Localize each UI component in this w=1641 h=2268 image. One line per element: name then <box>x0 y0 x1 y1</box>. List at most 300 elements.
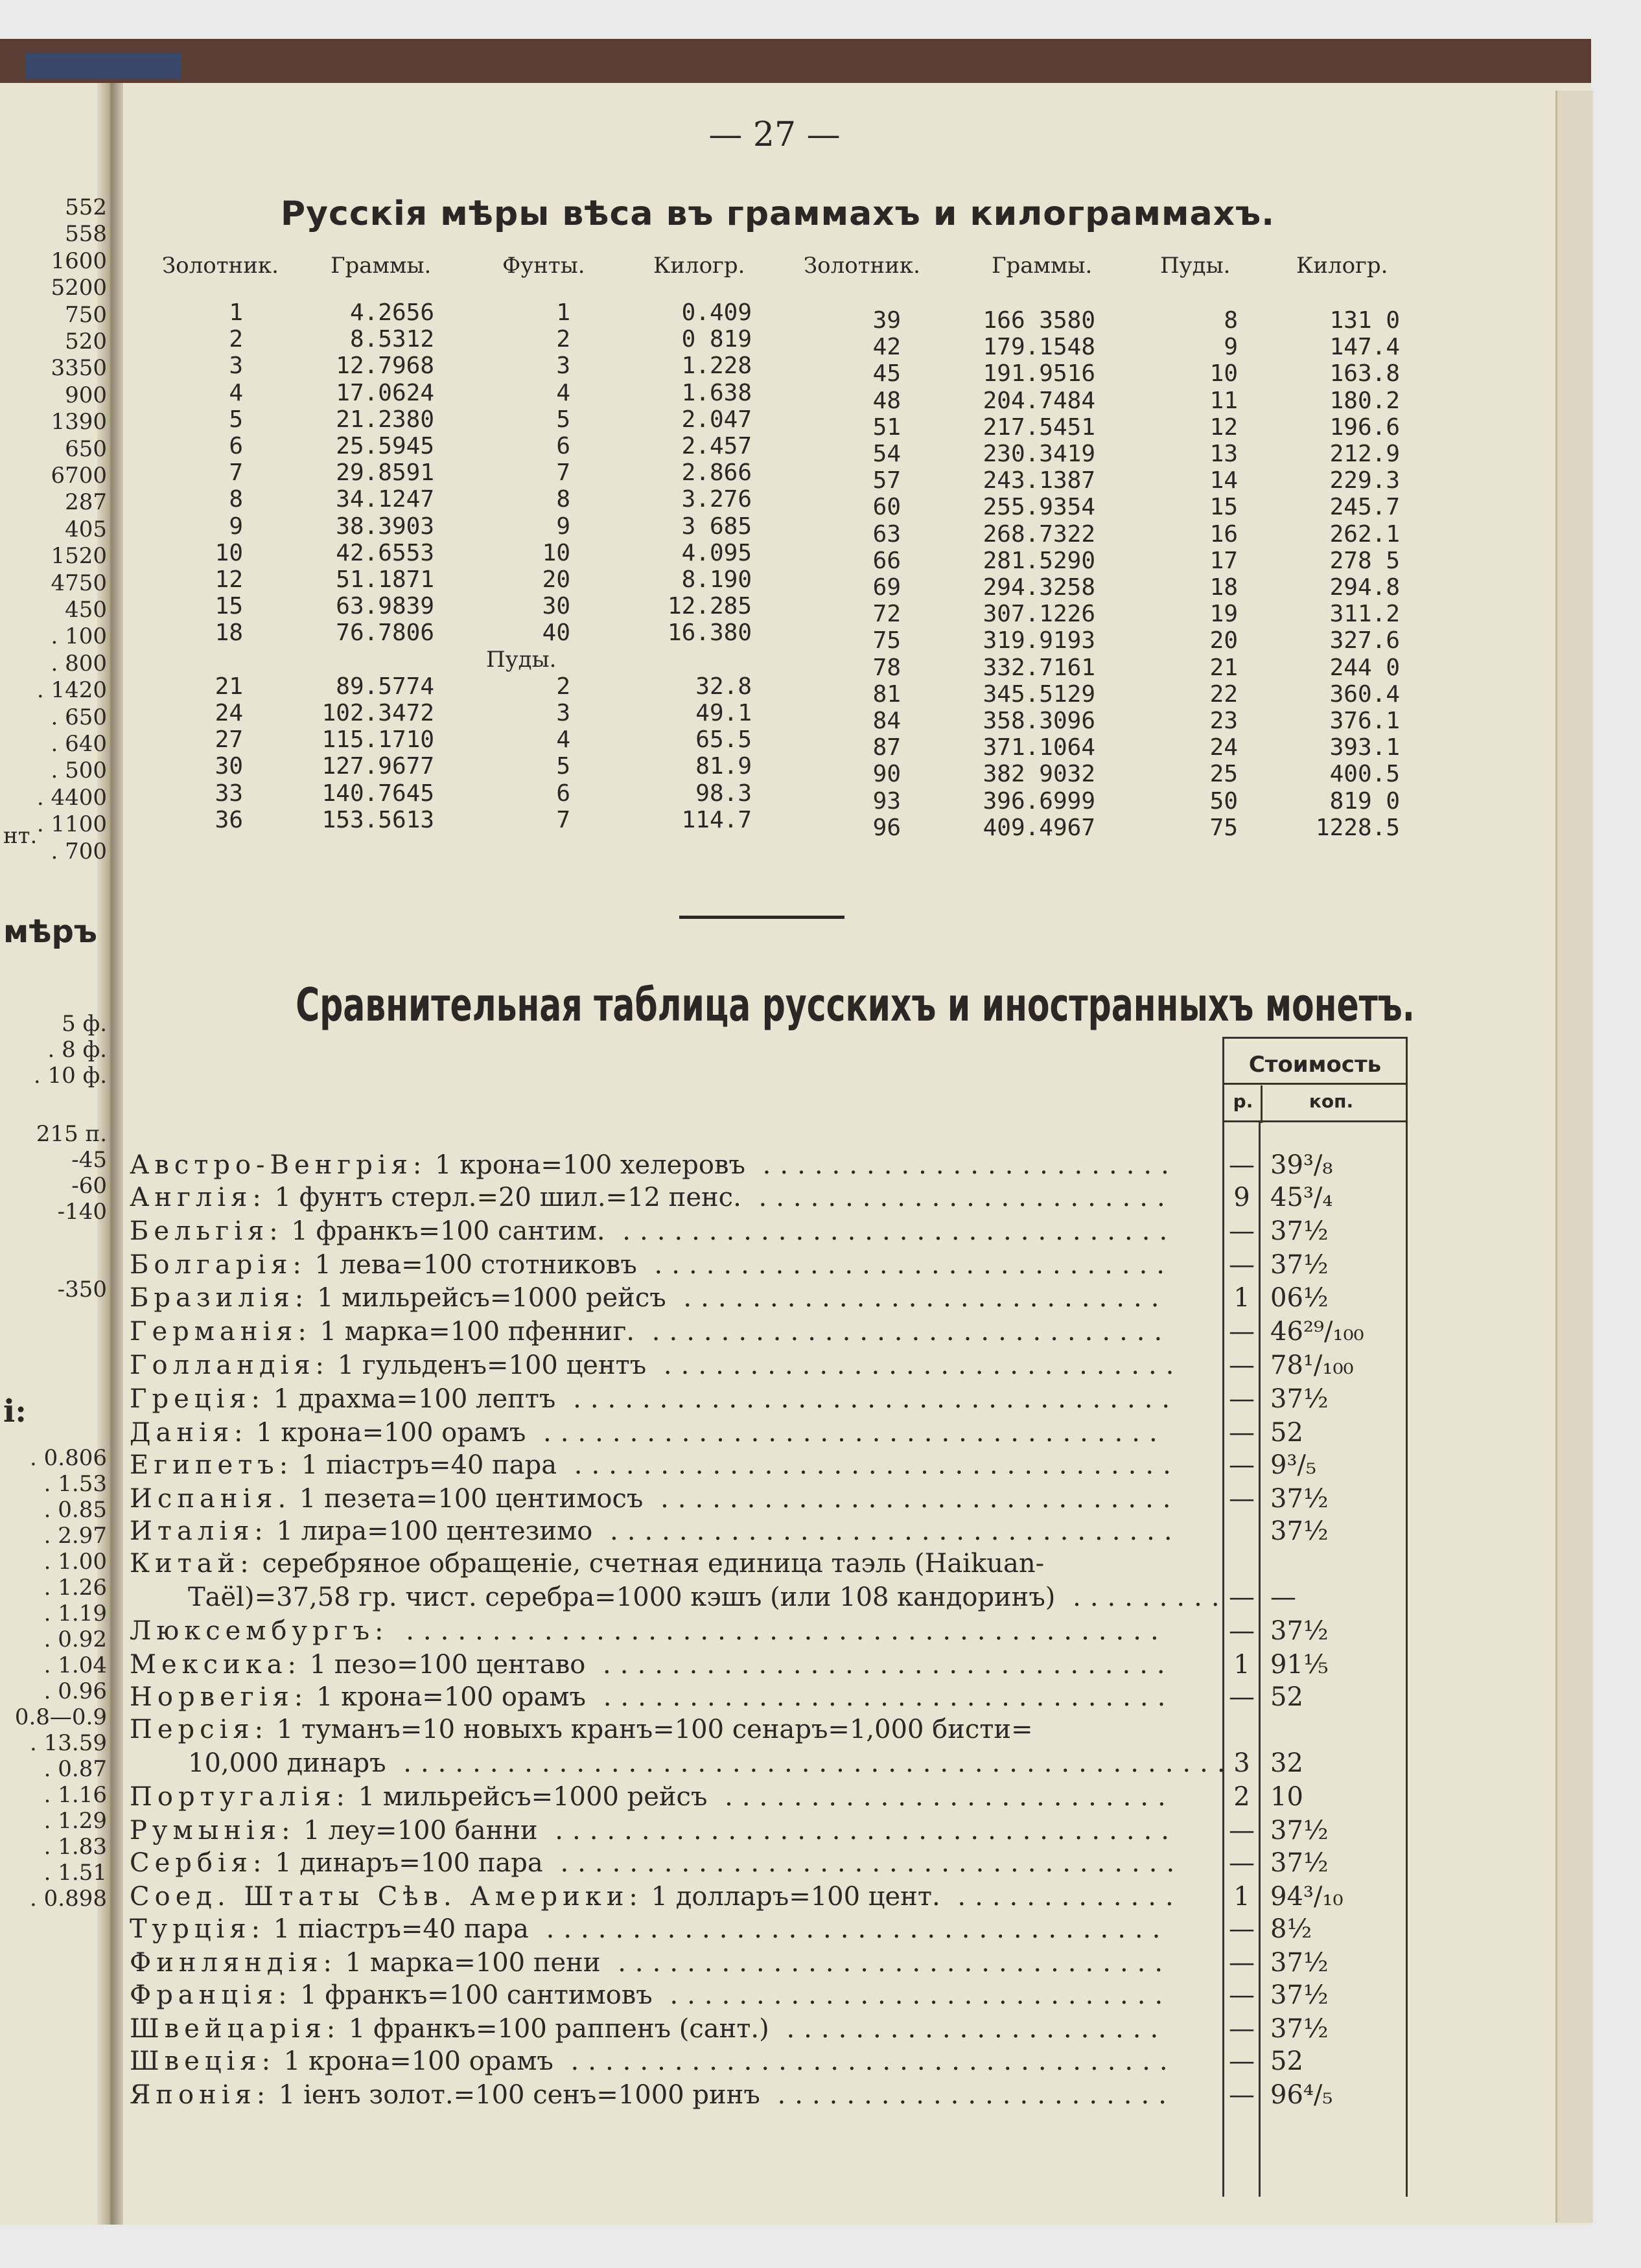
cost-header <box>1222 1037 1408 1123</box>
rub-value: 1 <box>1233 1283 1250 1313</box>
coin-description <box>130 1350 1183 1380</box>
weights-cell: 9 <box>1224 334 1238 361</box>
margin-number: 900 <box>65 382 107 408</box>
rub-value: — <box>1229 1616 1255 1646</box>
kop-value: 37½ <box>1270 1816 1329 1846</box>
weights-cell: 147.4 <box>1329 334 1400 361</box>
rub-value: — <box>1229 2080 1255 2110</box>
margin-number: . 100 <box>51 623 107 650</box>
weights-cell: 39 <box>872 307 901 334</box>
country-name: Египетъ: <box>130 1450 294 1480</box>
margin-text: -140 <box>57 1199 107 1225</box>
margin-number: 1600 <box>51 248 107 274</box>
coin-description <box>130 1516 1181 1546</box>
cost-header-rule <box>1224 1083 1406 1085</box>
weights-cell: 153.5613 <box>321 806 434 833</box>
weights-cell: 49.1 <box>695 700 752 726</box>
weights-cell: 191.9516 <box>983 360 1095 388</box>
coin-denomination: 1 крона=100 орамъ <box>308 1682 586 1712</box>
weights-cell: 81.9 <box>695 753 752 780</box>
weights-column-header: Золотник. <box>804 253 920 279</box>
rub-value: — <box>1229 1350 1255 1380</box>
leader-dots: ........................ <box>741 1183 1174 1212</box>
weights-cell: 15 <box>1209 494 1238 521</box>
weights-column-header: Граммы. <box>992 253 1093 279</box>
weights-cell: 396.6999 <box>983 787 1095 815</box>
page-number: — 27 — <box>708 115 841 154</box>
kop-value: 45³/₄ <box>1270 1183 1333 1212</box>
weights-cell: 17.0624 <box>336 379 434 406</box>
weights-cell: 6 <box>229 433 243 459</box>
margin-number: 650 <box>65 435 107 462</box>
margin-text: . 0.806 <box>30 1445 107 1471</box>
margin-text: і: <box>3 1393 27 1429</box>
country-name: Бразилія: <box>130 1283 309 1313</box>
weights-cell: 9 <box>229 513 243 540</box>
rub-value: — <box>1229 1250 1255 1280</box>
weights-cell: 294.8 <box>1329 574 1400 601</box>
margin-number: . 1100 <box>36 811 107 838</box>
kop-value: 37½ <box>1270 1484 1329 1514</box>
weights-column-header: Пуды. <box>1160 253 1231 279</box>
country-name: Мексика: <box>130 1650 302 1680</box>
weights-cell: 42 <box>872 334 901 361</box>
weights-cell: 23 <box>1209 708 1238 734</box>
weights-cell: 57 <box>872 467 901 494</box>
margin-number: . 800 <box>51 650 107 677</box>
margin-text: . 0.92 <box>43 1626 107 1652</box>
weights-cell: 1.228 <box>681 353 752 380</box>
margin-text: . 8 ф. <box>47 1037 107 1063</box>
margin-text: . 1.26 <box>43 1575 107 1601</box>
weights-cell: 78 <box>872 654 901 681</box>
weights-cell: 96 <box>872 814 901 841</box>
weights-cell: 166 3580 <box>983 307 1095 334</box>
margin-text: . 1.00 <box>43 1549 107 1575</box>
country-name: Персія: <box>130 1715 269 1744</box>
weights-cell: 42.6553 <box>336 539 434 566</box>
coin-denomination: 1 пезета=100 центимосъ <box>291 1484 644 1514</box>
weights-cell: 278 5 <box>1329 547 1400 574</box>
leader-dots: .................................... <box>528 1914 1170 1944</box>
weights-cell: 34.1247 <box>336 486 434 513</box>
weights-cell: 18 <box>1209 574 1238 601</box>
weights-cell: 24 <box>215 700 243 726</box>
margin-number: . 500 <box>51 758 107 784</box>
coin-description <box>130 2046 1177 2076</box>
leader-dots: .................................... <box>542 1848 1184 1878</box>
coin-row <box>130 1682 1400 1716</box>
weights-cell: 217.5451 <box>983 413 1095 441</box>
leader-dots: .................................... <box>537 1816 1178 1846</box>
coin-denomination: 1 крона=100 орамъ <box>248 1418 526 1448</box>
weights-cell: 358.3096 <box>983 708 1095 734</box>
weights-cell: 382 9032 <box>983 761 1095 788</box>
weights-cell: 8.5312 <box>349 326 434 353</box>
coin-row <box>130 1616 1400 1650</box>
weights-cell: 10 <box>542 539 570 566</box>
weights-cell: 400.5 <box>1329 761 1400 788</box>
weights-cell: 66 <box>872 547 901 574</box>
coin-description <box>130 1914 1169 1944</box>
coin-row <box>130 1317 1400 1350</box>
coin-description <box>130 1882 1183 1912</box>
weights-cell: 3 <box>556 353 570 380</box>
leader-dots: ................................... <box>555 1384 1180 1414</box>
country-name: Турція: <box>130 1914 266 1944</box>
coin-row <box>130 1150 1400 1184</box>
coin-description <box>130 2080 1176 2110</box>
country-name: Швейцарія: <box>130 2014 341 2044</box>
leader-dots: ............................. <box>652 1980 1172 2010</box>
coin-description <box>130 1150 1178 1180</box>
coin-row <box>130 1350 1400 1384</box>
weights-cell: 1228.5 <box>1315 814 1400 841</box>
leader-dots: ................................ <box>605 1216 1177 1246</box>
coin-description <box>130 1317 1171 1347</box>
kop-value: 32 <box>1270 1748 1303 1778</box>
weights-cell: 21 <box>215 673 243 700</box>
coin-description <box>130 1418 1167 1448</box>
margin-text: . 2.97 <box>43 1523 107 1549</box>
weights-cell: 54 <box>872 441 901 467</box>
puds-subheader: Пуды. <box>486 646 557 673</box>
coin-description <box>130 1682 1174 1712</box>
leader-dots: ......... <box>1055 1582 1229 1612</box>
coin-description <box>130 1848 1183 1878</box>
margin-number: 750 <box>65 301 107 328</box>
coin-denomination: 1 піастръ=40 пара <box>265 1914 529 1944</box>
weights-cell: 63 <box>872 520 901 548</box>
country-name: Соед. Штаты Сѣв. Америки: <box>130 1882 643 1912</box>
coin-row <box>130 1250 1400 1284</box>
kop-value: 39³/₈ <box>1270 1150 1333 1180</box>
margin-heading: мѣръ <box>3 914 97 950</box>
weights-cell: 319.9193 <box>983 627 1095 654</box>
left-page-fragment <box>0 194 107 2171</box>
weights-cell: 45 <box>872 360 901 388</box>
weights-cell: 8 <box>229 486 243 513</box>
coin-description <box>130 1216 1176 1246</box>
weights-cell: 2 <box>556 673 570 700</box>
weights-cell: 12 <box>215 566 243 593</box>
coin-description <box>130 1384 1179 1414</box>
rub-value: 3 <box>1233 1748 1250 1778</box>
weights-cell: 90 <box>872 761 901 788</box>
weights-cell: 4 <box>556 379 570 406</box>
weights-cell: 51 <box>872 413 901 441</box>
margin-number: 3350 <box>51 355 107 382</box>
kop-value: 37½ <box>1270 1980 1329 2010</box>
weights-cell: 60 <box>872 494 901 521</box>
coin-description <box>130 2014 1167 2044</box>
weights-cell: 243.1387 <box>983 467 1095 494</box>
margin-text: . 1.83 <box>43 1834 107 1860</box>
weights-cell: 244 0 <box>1329 654 1400 681</box>
rub-value: — <box>1229 1450 1255 1480</box>
weights-cell: 20 <box>542 566 570 593</box>
coin-denomination: Таёl)=37,58 гр. чист. серебра=1000 кэшъ (или 108 кандоринъ) <box>188 1582 1056 1612</box>
weights-cell: 3 <box>556 700 570 726</box>
weights-cell: 15 <box>215 593 243 620</box>
margin-number: . 4400 <box>36 784 107 811</box>
rub-value: — <box>1229 1980 1255 2010</box>
margin-text: нт. <box>3 823 38 849</box>
weights-column-header: Граммы. <box>331 253 432 279</box>
weights-cell: 75 <box>872 627 901 654</box>
weights-cell: 33 <box>215 780 243 807</box>
coin-row <box>130 1715 1400 1748</box>
coin-denomination: 1 драхма=100 лептъ <box>265 1384 556 1414</box>
section-divider <box>679 916 844 919</box>
weights-cell: 10 <box>1209 360 1238 388</box>
weights-cell: 2 <box>229 326 243 353</box>
kop-value: 78¹/₁₀₀ <box>1270 1350 1354 1380</box>
kop-value: 10 <box>1270 1782 1303 1812</box>
rub-header: р. <box>1233 1091 1253 1112</box>
weights-cell: 63.9839 <box>336 593 434 620</box>
weights-cell: 11 <box>1209 387 1238 414</box>
weights-cell: 5 <box>229 406 243 433</box>
coin-denomination: серебряное обращеніе, счетная единица таэль (Haikuan- <box>253 1549 1045 1579</box>
margin-number: . 1420 <box>36 677 107 704</box>
margin-text: . 1.19 <box>43 1601 107 1626</box>
weights-cell: 50 <box>1209 787 1238 815</box>
coin-denomination: 1 пезо=100 центаво <box>301 1650 586 1680</box>
country-name: Испанія. <box>130 1484 292 1514</box>
leader-dots: ...................... <box>769 2014 1168 2044</box>
weights-cell: 245.7 <box>1329 494 1400 521</box>
rub-value: — <box>1229 1848 1255 1878</box>
country-name: Австро-Венгрія: <box>130 1150 427 1180</box>
kop-value: 37½ <box>1270 1516 1329 1546</box>
weights-cell: 20 <box>1209 627 1238 654</box>
weights-cell: 163.8 <box>1329 360 1400 388</box>
weights-cell: 81 <box>872 680 901 708</box>
weights-cell: 307.1226 <box>983 601 1095 628</box>
weights-cell: 179.1548 <box>983 334 1095 361</box>
rub-value: — <box>1229 1484 1255 1514</box>
kop-value: 37½ <box>1270 1848 1329 1878</box>
coin-description <box>188 1748 1235 1778</box>
rub-value: — <box>1229 1216 1255 1246</box>
weights-cell: 4 <box>556 726 570 754</box>
country-name: Англія: <box>130 1183 266 1212</box>
margin-text: -60 <box>71 1173 107 1199</box>
margin-number: 287 <box>65 489 107 516</box>
weights-cell: 84 <box>872 708 901 734</box>
coin-description <box>130 1782 1175 1812</box>
kop-value: 8½ <box>1270 1914 1312 1944</box>
leader-dots: ............................ <box>666 1283 1169 1313</box>
coin-description <box>130 1549 1044 1579</box>
weights-cell: 0.409 <box>681 299 752 326</box>
weights-cell: 17 <box>1209 547 1238 574</box>
weights-cell: 393.1 <box>1329 734 1400 761</box>
leader-dots: ............................................ <box>388 1616 1168 1646</box>
country-name: Китай: <box>130 1549 254 1579</box>
coin-row <box>130 1882 1400 1915</box>
coin-row <box>130 1650 1400 1684</box>
rub-value: — <box>1229 1384 1255 1414</box>
weights-cell: 16 <box>1209 520 1238 548</box>
country-name: Бельгія: <box>130 1216 283 1246</box>
coin-row <box>130 2046 1400 2080</box>
weights-cell: 4 <box>229 379 243 406</box>
margin-text: . 1.53 <box>43 1471 107 1497</box>
rub-header-divider <box>1261 1085 1263 1123</box>
coin-denomination: 1 гульденъ=100 центъ <box>329 1350 647 1380</box>
weights-cell: 360.4 <box>1329 680 1400 708</box>
weights-cell: 8 <box>556 486 570 513</box>
coin-row <box>130 1183 1400 1216</box>
binding-label <box>26 53 181 79</box>
weights-cell: 127.9677 <box>321 753 434 780</box>
coin-row <box>130 1914 1400 1948</box>
margin-text: 5 ф. <box>62 1011 107 1037</box>
weights-cell: 8.190 <box>681 566 752 593</box>
weights-cell: 87 <box>872 734 901 761</box>
weights-cell: 98.3 <box>695 780 752 807</box>
leader-dots: ................................... <box>553 2046 1177 2076</box>
kop-value: 94³/₁₀ <box>1270 1882 1344 1912</box>
margin-text: . 1.16 <box>43 1782 107 1808</box>
leader-dots: .......................... <box>707 1782 1175 1812</box>
weights-column-header: Фунты. <box>502 253 585 279</box>
rub-value: — <box>1229 1682 1255 1712</box>
kop-value: 37½ <box>1270 1250 1329 1280</box>
margin-number: 4750 <box>51 570 107 596</box>
coin-description <box>130 1616 1168 1646</box>
leader-dots: .............................. <box>636 1250 1174 1280</box>
coin-row <box>130 1283 1400 1317</box>
country-name: Сербія: <box>130 1848 267 1878</box>
weights-cell: 371.1064 <box>983 734 1095 761</box>
coin-denomination: 1 марка=100 пени <box>336 1948 601 1978</box>
margin-text: . 1.29 <box>43 1808 107 1834</box>
weights-cell: 25 <box>1209 761 1238 788</box>
country-name: Франція: <box>130 1980 292 2010</box>
margin-text: . 1.51 <box>43 1860 107 1886</box>
country-name: Данія: <box>130 1418 248 1448</box>
weights-cell: 12.7968 <box>336 353 434 380</box>
weights-cell: 268.7322 <box>983 520 1095 548</box>
margin-number: 5200 <box>51 275 107 301</box>
leader-dots: ................................................ <box>386 1748 1235 1778</box>
margin-text: . 0.87 <box>43 1756 107 1782</box>
margin-number: 405 <box>65 516 107 542</box>
weights-cell: 4.2656 <box>349 299 434 326</box>
country-name: Японія: <box>130 2080 271 2110</box>
weights-cell: 2.047 <box>681 406 752 433</box>
weights-cell: 262.1 <box>1329 520 1400 548</box>
leader-dots: ................................. <box>592 1516 1181 1546</box>
weights-cell: 40 <box>542 619 570 647</box>
weights-cell: 12.285 <box>667 593 752 620</box>
country-name: Германія: <box>130 1317 312 1347</box>
coin-row <box>130 2014 1400 2048</box>
weights-cell: 2.457 <box>681 433 752 459</box>
leader-dots: .............................. <box>643 1484 1180 1514</box>
coin-row <box>130 1782 1400 1816</box>
weights-cell: 36 <box>215 806 243 833</box>
weights-cell: 65.5 <box>695 726 752 754</box>
weights-cell: 21.2380 <box>336 406 434 433</box>
margin-number: 6700 <box>51 463 107 489</box>
weights-cell: 140.7645 <box>321 780 434 807</box>
country-name: Норвегія: <box>130 1682 308 1712</box>
margin-number: 520 <box>65 329 107 354</box>
coin-denomination: 1 піастръ=40 пара <box>293 1450 557 1480</box>
weights-cell: 8 <box>1224 307 1238 334</box>
weights-cell: 376.1 <box>1329 708 1400 734</box>
kop-header: коп. <box>1309 1091 1354 1112</box>
country-name: Финляндія: <box>130 1948 337 1978</box>
margin-number: . 640 <box>51 731 107 757</box>
margin-number: 552 <box>65 194 107 220</box>
coin-denomination: 1 фунтъ стерл.=20 шил.=12 пенс. <box>266 1183 741 1212</box>
weights-cell: 16.380 <box>667 619 752 647</box>
kop-value: — <box>1270 1582 1296 1612</box>
coin-row <box>130 1948 1400 1982</box>
weights-cell: 72 <box>872 601 901 628</box>
country-name: Румынія: <box>130 1816 296 1846</box>
margin-number: 558 <box>65 221 107 248</box>
weights-cell: 38.3903 <box>336 513 434 540</box>
rub-value: 1 <box>1233 1882 1250 1912</box>
cost-header-bottom-rule <box>1224 1120 1406 1122</box>
leader-dots: .................................... <box>526 1418 1167 1448</box>
weights-cell: 115.1710 <box>321 726 434 754</box>
weights-cell: 9 <box>556 513 570 540</box>
margin-number: 450 <box>65 597 107 623</box>
coin-denomination: 1 лева=100 стотниковъ <box>306 1250 637 1280</box>
weights-cell: 18 <box>215 619 243 647</box>
weights-cell: 327.6 <box>1329 627 1400 654</box>
coin-description <box>130 1715 1033 1744</box>
coin-denomination: 1 крона=100 хелеровъ <box>426 1150 745 1180</box>
coin-denomination: 1 долларъ=100 цент. <box>642 1882 940 1912</box>
weights-cell: 212.9 <box>1329 441 1400 467</box>
margin-number: . 700 <box>51 838 107 864</box>
weights-cell: 30 <box>542 593 570 620</box>
coin-row <box>130 1384 1400 1418</box>
weights-cell: 22 <box>1209 680 1238 708</box>
weights-cell: 24 <box>1209 734 1238 761</box>
kop-value: 52 <box>1270 2046 1303 2076</box>
coin-denomination: 1 мильрейсъ=1000 рейсъ <box>308 1283 666 1313</box>
weights-cell: 345.5129 <box>983 680 1095 708</box>
country-name: Люксембургъ: <box>130 1616 389 1646</box>
coin-denomination: 1 динаръ=100 пара <box>266 1848 543 1878</box>
weights-cell: 7 <box>556 459 570 487</box>
weights-cell: 76.7806 <box>336 619 434 647</box>
coins-table-title: Сравнительная таблица русскихъ и иностранныхъ монетъ. <box>296 978 1415 1032</box>
coin-description <box>130 1816 1178 1846</box>
weights-cell: 1 <box>229 299 243 326</box>
coin-row <box>130 1582 1400 1616</box>
coin-denomination: 1 леу=100 банни <box>295 1816 538 1846</box>
weights-cell: 3 <box>229 353 243 380</box>
weights-column-header: Килогр. <box>653 253 745 279</box>
weights-cell: 2 <box>556 326 570 353</box>
coin-description <box>188 1582 1229 1612</box>
weights-table-title: Русскія мѣры вѣса въ граммахъ и килограммахъ. <box>281 194 1275 233</box>
rub-value: — <box>1229 1582 1255 1612</box>
coin-row <box>130 1816 1400 1849</box>
kop-value: 37½ <box>1270 1384 1329 1414</box>
coin-row <box>130 1216 1400 1250</box>
